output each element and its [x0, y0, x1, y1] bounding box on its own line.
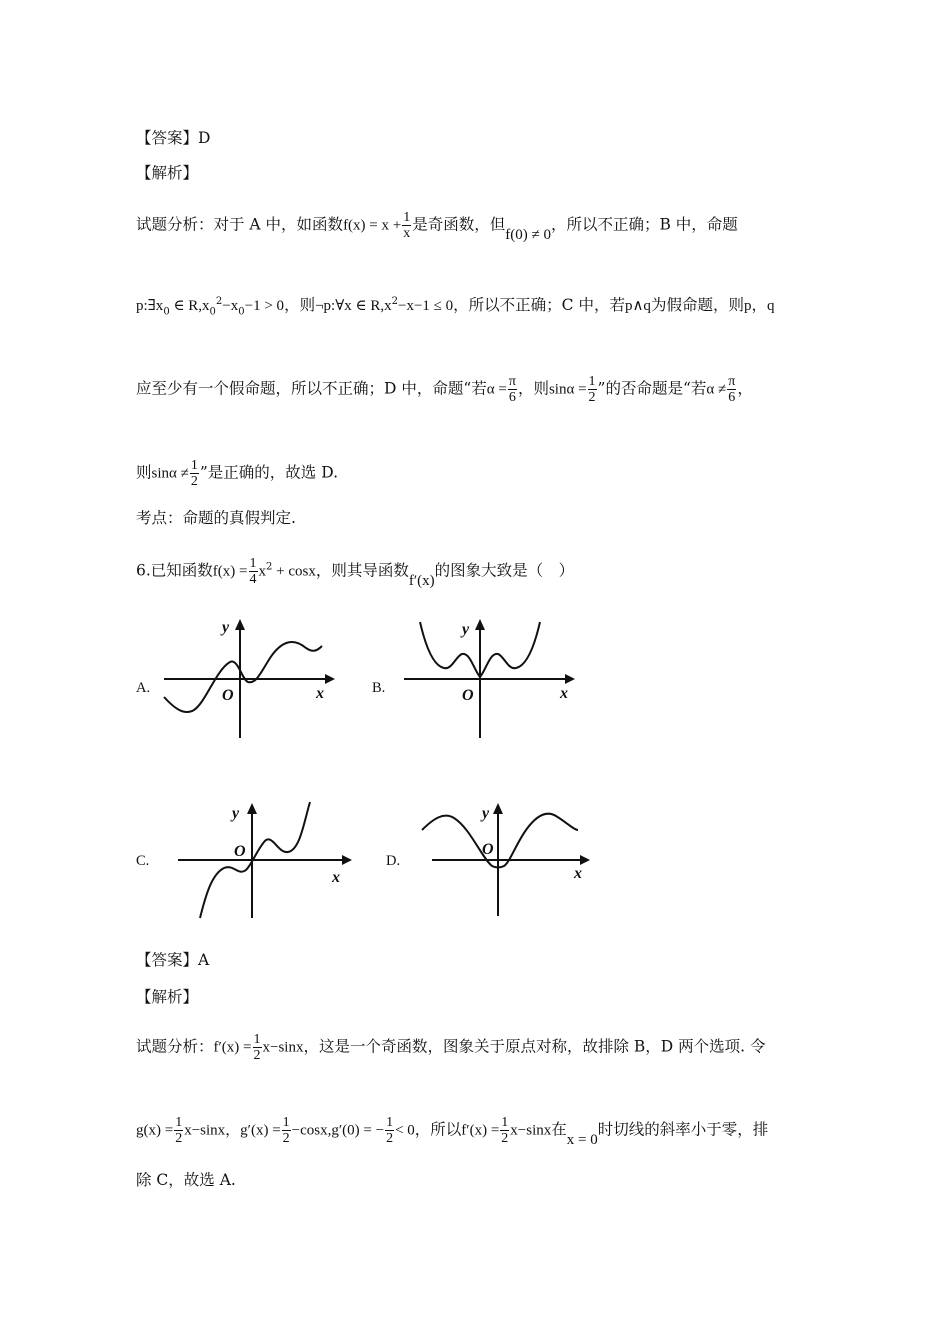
graph-a-y-label: y [222, 619, 230, 636]
answer-heading-2: 【答案】A [136, 951, 210, 969]
graph-b [400, 612, 580, 742]
option-a-label: A. [136, 680, 151, 696]
solution-line-3: 除 C，故选 A. [136, 1171, 236, 1189]
graph-b-y-label: y [462, 621, 470, 638]
graph-d [418, 798, 598, 922]
analysis-line-4: 则sinα ≠ $\frac{1}{2}$ ”是正确的，故选 D. [136, 458, 339, 489]
solution-line-2: g(x) = $\frac{1}{2}$ x−sinx，g′(x) = $\frac{1}{2}$ −cosx,g′(0) = − $\frac{1}{2}$ < 0，所以f′(x) = $\frac{1}{2}$ x−sinx在x = 0时切线的斜率小于零，排 [136, 1115, 769, 1148]
graph-d-x-label: x [574, 865, 582, 882]
graph-d-origin: O [482, 841, 494, 858]
solution-line-1: 试题分析：f′(x) = $\frac{1}{2}$ x−sinx，这是一个奇函数，图象关于原点对称，故排除 B，D 两个选项. 令 [136, 1032, 766, 1063]
analysis-heading: 【解析】 [136, 164, 199, 182]
graph-d-y-label: y [482, 805, 490, 822]
graph-a-x-label: x [316, 685, 324, 702]
graph-a-origin: O [222, 687, 234, 704]
option-d-label: D. [386, 853, 401, 869]
option-c-label: C. [136, 853, 150, 869]
analysis-line-2: $p:\exists x_0$ ∈ $R,x_0^2-x_0-1 > 0$，则¬p:∀x ∈ $R,x^2-x-1 \le 0$，所以不正确；C 中，若p∧q为假命题，则p，q [136, 296, 775, 318]
graph-c-y-label: y [232, 805, 240, 822]
graph-b-x-label: x [560, 685, 568, 702]
analysis-line-3: 应至少有一个假命题，所以不正确；D 中，命题“若α = $\frac{\pi}{6}$ ，则sinα = $\frac{1}{2}$ ”的否命题是“若α ≠ $\frac{\pi}{6}$ ， [136, 374, 753, 405]
graph-c [172, 798, 352, 922]
question-6: 6.已知函数f(x) = $\frac{1}{4}$ $x^2 + \cos x$，则其导函数f′(x)的图象大致是（ ） [136, 556, 575, 589]
kaodian-line: 考点：命题的真假判定. [136, 509, 296, 527]
graph-b-origin: O [462, 687, 474, 704]
option-b-label: B. [372, 680, 386, 696]
graph-a [160, 612, 340, 742]
answer-heading: 【答案】D [136, 129, 211, 147]
analysis-heading-2: 【解析】 [136, 988, 199, 1006]
graph-c-x-label: x [332, 869, 340, 886]
graph-c-origin: O [234, 843, 246, 860]
analysis-line-1: 试题分析：对于 A 中，如函数f(x) = x + $\frac{1}{x}$ 是奇函数，但f(0) ≠ 0，所以不正确；B 中，命题 [136, 210, 738, 243]
